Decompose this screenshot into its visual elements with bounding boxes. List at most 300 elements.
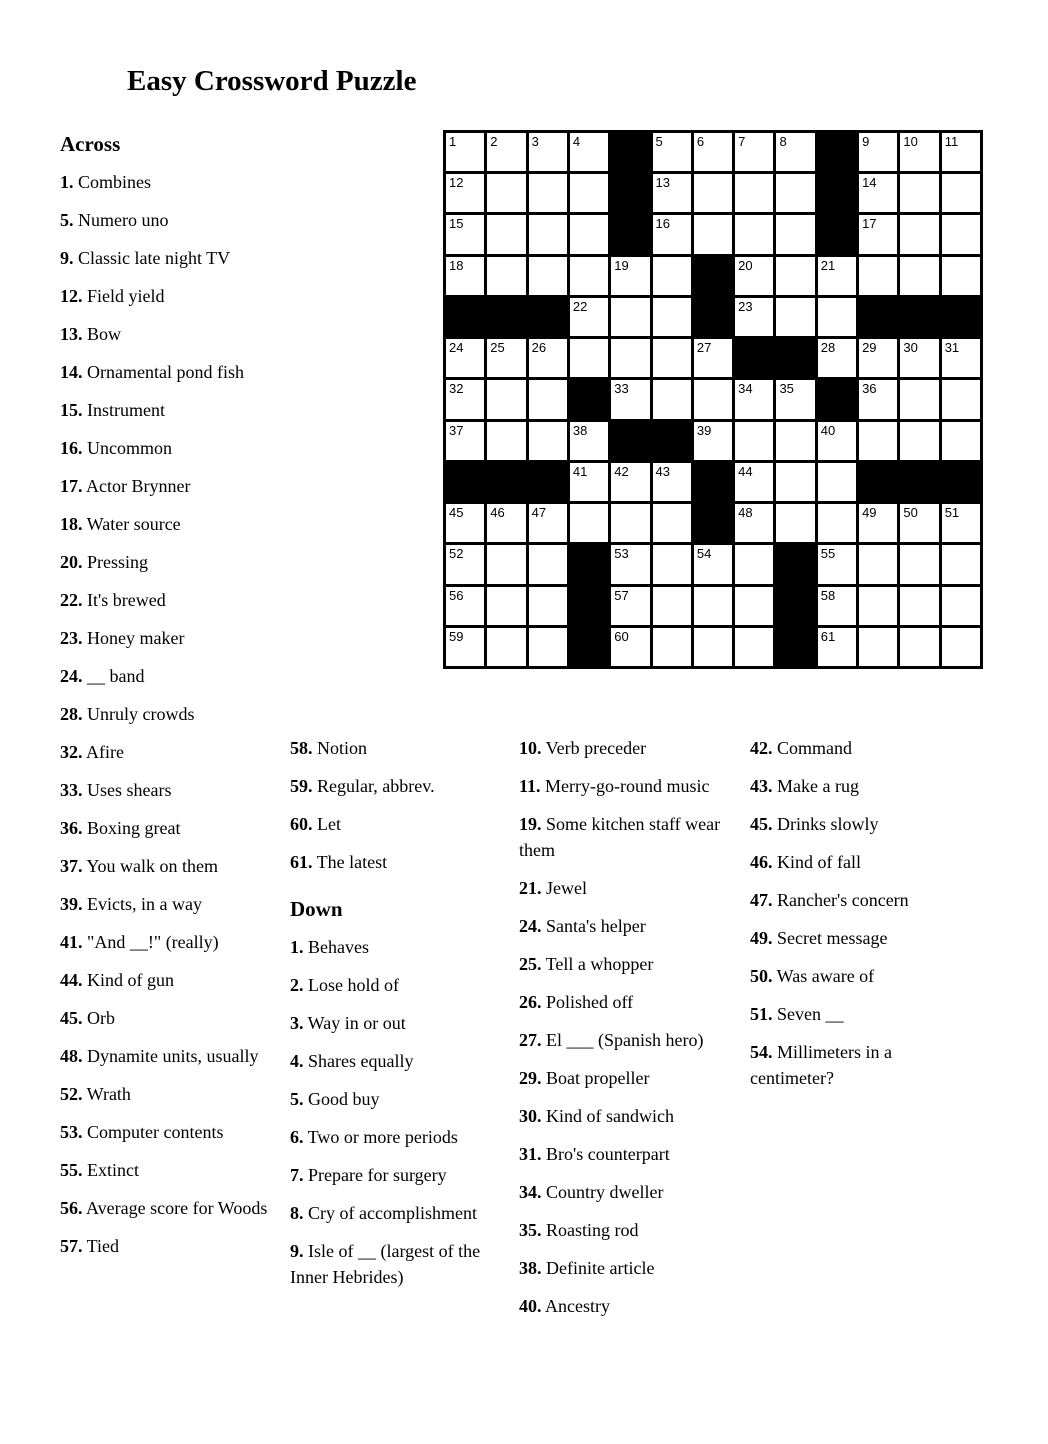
grid-cell[interactable]	[529, 174, 567, 212]
grid-cell[interactable]	[735, 463, 773, 501]
cell-number: 36	[862, 381, 877, 397]
clue-down-10: 10. Verb preceder	[519, 738, 647, 758]
cell-number: 19	[614, 257, 629, 273]
grid-cell[interactable]	[735, 380, 773, 418]
clue-number: 44.	[60, 970, 83, 990]
black-cell	[611, 174, 649, 212]
black-cell	[570, 545, 608, 583]
clue-down-5: 5. Good buy	[290, 1089, 380, 1109]
grid-cell[interactable]	[776, 504, 814, 542]
clue-number: 5.	[290, 1089, 304, 1109]
grid-cell[interactable]	[776, 257, 814, 295]
cell-number: 43	[655, 463, 670, 479]
grid-cell[interactable]	[446, 545, 484, 583]
clue-down-24: 24. Santa's helper	[519, 916, 646, 936]
clue-across-45: 45. Orb	[60, 1008, 115, 1028]
clue-across-41: 41. "And __!" (really)	[60, 932, 219, 952]
grid-cell[interactable]	[529, 587, 567, 625]
grid-cell[interactable]	[900, 587, 938, 625]
cell-number: 38	[572, 422, 588, 438]
clue-number: 45.	[750, 814, 773, 834]
clue-down-26: 26. Polished off	[519, 992, 634, 1012]
black-cell	[900, 298, 938, 336]
clue-across-44: 44. Kind of gun	[60, 970, 174, 990]
grid-cell[interactable]	[859, 628, 897, 666]
grid-cell[interactable]	[942, 339, 980, 377]
cell-number: 18	[449, 257, 464, 273]
clue-number: 13.	[60, 324, 83, 344]
clue-down-54: 54. Millimeters in a centimeter?	[750, 1042, 892, 1088]
grid-cell[interactable]	[487, 628, 525, 666]
black-cell	[570, 587, 608, 625]
grid-cell[interactable]	[529, 257, 567, 295]
clue-number: 6.	[290, 1127, 304, 1147]
black-cell	[818, 380, 856, 418]
grid-cell[interactable]	[735, 422, 773, 460]
grid-cell[interactable]	[859, 422, 897, 460]
grid-cell[interactable]	[942, 628, 980, 666]
grid-cell[interactable]	[653, 298, 691, 336]
black-cell	[942, 298, 980, 336]
clue-down-29: 29. Boat propeller	[519, 1068, 650, 1088]
grid-cell[interactable]	[942, 545, 980, 583]
grid-cell[interactable]	[653, 339, 691, 377]
grid-cell[interactable]	[735, 215, 773, 253]
clue-across-14: 14. Ornamental pond fish	[60, 362, 244, 382]
black-cell	[859, 298, 897, 336]
black-cell	[859, 463, 897, 501]
grid-cell[interactable]	[570, 215, 608, 253]
clue-down-1: 1. Behaves	[290, 937, 369, 957]
grid-cell[interactable]	[818, 339, 856, 377]
grid-cell[interactable]	[529, 545, 567, 583]
cell-number: 24	[449, 340, 464, 356]
grid-cell[interactable]	[570, 133, 608, 171]
clue-number: 22.	[60, 590, 83, 610]
grid-cell[interactable]	[487, 545, 525, 583]
clue-number: 5.	[60, 210, 74, 230]
clue-across-12: 12. Field yield	[60, 286, 165, 306]
black-cell	[487, 298, 525, 336]
grid-cell[interactable]	[446, 628, 484, 666]
clue-column-1	[60, 131, 272, 1271]
grid-cell[interactable]	[735, 628, 773, 666]
grid-cell[interactable]	[653, 174, 691, 212]
clue-number: 29.	[519, 1068, 542, 1088]
grid-cell[interactable]	[818, 257, 856, 295]
grid-cell[interactable]	[446, 133, 484, 171]
grid-cell[interactable]	[446, 174, 484, 212]
black-cell	[529, 463, 567, 501]
black-cell	[611, 215, 649, 253]
cell-number: 56	[449, 587, 464, 603]
grid-cell[interactable]	[446, 339, 484, 377]
clue-number: 25.	[519, 954, 542, 974]
grid-cell[interactable]	[529, 215, 567, 253]
grid-cell[interactable]	[653, 628, 691, 666]
grid-cell[interactable]	[611, 298, 649, 336]
grid-cell[interactable]	[859, 380, 897, 418]
cell-number: 1	[449, 134, 457, 149]
grid-cell[interactable]	[900, 628, 938, 666]
grid-cell[interactable]	[942, 380, 980, 418]
cell-number: 26	[531, 340, 547, 356]
grid-cell[interactable]	[694, 587, 732, 625]
clue-number: 17.	[60, 476, 83, 496]
grid-cell[interactable]	[818, 422, 856, 460]
grid-cell[interactable]	[611, 504, 649, 542]
grid-cell[interactable]	[859, 257, 897, 295]
cell-number: 47	[531, 505, 547, 521]
down-header: Down	[290, 897, 343, 921]
black-cell	[570, 380, 608, 418]
black-cell	[694, 504, 732, 542]
grid-cell[interactable]	[487, 215, 525, 253]
crossword-grid	[443, 130, 983, 669]
clue-number: 52.	[60, 1084, 83, 1104]
grid-cell[interactable]	[529, 504, 567, 542]
grid-cell[interactable]	[900, 174, 938, 212]
cell-number: 4	[572, 134, 581, 149]
clue-number: 27.	[519, 1030, 542, 1050]
grid-cell[interactable]	[611, 463, 649, 501]
grid-cell[interactable]	[942, 504, 980, 542]
grid-cell[interactable]	[653, 133, 691, 171]
cell-number: 28	[820, 340, 836, 356]
clue-across-9: 9. Classic late night TV	[60, 248, 231, 268]
grid-cell[interactable]	[529, 422, 567, 460]
cell-number: 31	[944, 340, 960, 356]
grid-cell[interactable]	[611, 339, 649, 377]
clue-down-8: 8. Cry of accomplishment	[290, 1203, 477, 1223]
grid-cell[interactable]	[611, 587, 649, 625]
cell-number: 54	[696, 546, 712, 562]
grid-cell[interactable]	[900, 339, 938, 377]
clue-down-45: 45. Drinks slowly	[750, 814, 879, 834]
black-cell	[776, 339, 814, 377]
clue-number: 37.	[60, 856, 83, 876]
clue-across-28: 28. Unruly crowds	[60, 704, 195, 724]
grid-cell[interactable]	[776, 215, 814, 253]
cell-number: 2	[490, 134, 498, 149]
grid-cell[interactable]	[487, 174, 525, 212]
grid-cell[interactable]	[529, 628, 567, 666]
cell-number: 49	[862, 505, 877, 521]
grid-cell[interactable]	[942, 257, 980, 295]
black-cell	[776, 587, 814, 625]
grid-cell[interactable]	[942, 215, 980, 253]
clue-number: 18.	[60, 514, 83, 534]
clue-number: 56.	[60, 1198, 83, 1218]
clue-number: 8.	[290, 1203, 304, 1223]
clue-number: 1.	[290, 937, 304, 957]
cell-number: 44	[738, 463, 753, 479]
cell-number: 14	[862, 175, 877, 191]
grid-cell[interactable]	[900, 133, 938, 171]
grid-cell[interactable]	[446, 215, 484, 253]
grid-cell[interactable]	[818, 463, 856, 501]
black-cell	[818, 133, 856, 171]
clue-down-30: 30. Kind of sandwich	[519, 1106, 674, 1126]
grid-cell[interactable]	[735, 133, 773, 171]
grid-cell[interactable]	[570, 339, 608, 377]
grid-cell[interactable]	[735, 298, 773, 336]
grid-cell[interactable]	[694, 422, 732, 460]
grid-cell[interactable]	[487, 422, 525, 460]
grid-cell[interactable]	[570, 422, 608, 460]
clue-number: 15.	[60, 400, 83, 420]
clue-across-39: 39. Evicts, in a way	[60, 894, 202, 914]
cell-number: 57	[614, 587, 629, 603]
grid-cell[interactable]	[529, 339, 567, 377]
clue-down-35: 35. Roasting rod	[519, 1220, 639, 1240]
grid-cell[interactable]	[570, 463, 608, 501]
clue-number: 31.	[519, 1144, 542, 1164]
grid-cell[interactable]	[776, 422, 814, 460]
grid-cell[interactable]	[653, 257, 691, 295]
grid-cell[interactable]	[818, 587, 856, 625]
clue-across-59: 59. Regular, abbrev.	[290, 776, 435, 796]
clue-number: 9.	[290, 1241, 304, 1261]
grid-cell[interactable]	[900, 504, 938, 542]
clue-number: 41.	[60, 932, 83, 952]
grid-cell[interactable]	[735, 257, 773, 295]
black-cell	[818, 174, 856, 212]
grid-cell[interactable]	[735, 545, 773, 583]
cell-number: 5	[655, 134, 663, 149]
grid-cell[interactable]	[611, 545, 649, 583]
cell-number: 33	[614, 381, 629, 397]
cell-number: 23	[738, 298, 753, 314]
clue-number: 47.	[750, 890, 773, 910]
cell-number: 8	[779, 134, 787, 149]
cell-number: 41	[572, 463, 588, 479]
grid-cell[interactable]	[859, 133, 897, 171]
black-cell	[611, 422, 649, 460]
grid-cell[interactable]	[446, 257, 484, 295]
grid-cell[interactable]	[694, 174, 732, 212]
clue-down-9: 9. Isle of __ (largest of the Inner Hebrides)	[290, 1241, 481, 1287]
clue-number: 14.	[60, 362, 83, 382]
clue-number: 60.	[290, 814, 313, 834]
grid-cell[interactable]	[694, 628, 732, 666]
clue-down-49: 49. Secret message	[750, 928, 888, 948]
grid-cell[interactable]	[570, 298, 608, 336]
clue-across-55: 55. Extinct	[60, 1160, 139, 1180]
grid-cell[interactable]	[942, 587, 980, 625]
grid-cell[interactable]	[611, 628, 649, 666]
clue-across-32: 32. Afire	[60, 742, 124, 762]
grid-cell[interactable]	[487, 133, 525, 171]
grid-cell[interactable]	[694, 215, 732, 253]
grid-cell[interactable]	[487, 257, 525, 295]
cell-number: 6	[696, 134, 705, 149]
grid-cell[interactable]	[818, 298, 856, 336]
grid-cell[interactable]	[818, 504, 856, 542]
clue-number: 53.	[60, 1122, 83, 1142]
black-cell	[653, 422, 691, 460]
cell-number: 22	[572, 298, 588, 314]
grid-cell[interactable]	[446, 380, 484, 418]
grid-cell[interactable]	[570, 504, 608, 542]
cell-number: 27	[696, 340, 712, 356]
grid-cell[interactable]	[611, 380, 649, 418]
clue-across-37: 37. You walk on them	[60, 856, 219, 876]
cell-number: 48	[738, 505, 753, 521]
grid-cell[interactable]	[570, 174, 608, 212]
clue-across-5: 5. Numero uno	[60, 210, 169, 230]
grid-cell[interactable]	[570, 257, 608, 295]
cell-number: 50	[903, 505, 918, 521]
clue-number: 51.	[750, 1004, 773, 1024]
grid-cell[interactable]	[694, 545, 732, 583]
grid-cell[interactable]	[529, 380, 567, 418]
black-cell	[446, 463, 484, 501]
grid-cell[interactable]	[900, 380, 938, 418]
clue-number: 50.	[750, 966, 773, 986]
grid-cell[interactable]	[942, 133, 980, 171]
grid-cell[interactable]	[776, 298, 814, 336]
grid-cell[interactable]	[487, 339, 525, 377]
grid-cell[interactable]	[694, 339, 732, 377]
clue-down-50: 50. Was aware of	[750, 966, 875, 986]
grid-cell[interactable]	[859, 545, 897, 583]
cell-number: 60	[614, 628, 629, 644]
clue-down-38: 38. Definite article	[519, 1258, 655, 1278]
black-cell	[942, 463, 980, 501]
grid-cell[interactable]	[653, 504, 691, 542]
cell-number: 40	[820, 422, 836, 438]
cell-number: 39	[696, 422, 712, 438]
clue-across-53: 53. Computer contents	[60, 1122, 224, 1142]
grid-cell[interactable]	[859, 339, 897, 377]
clue-across-60: 60. Let	[290, 814, 341, 834]
clue-down-7: 7. Prepare for surgery	[290, 1165, 447, 1185]
clue-number: 16.	[60, 438, 83, 458]
grid-cell[interactable]	[859, 215, 897, 253]
clue-number: 43.	[750, 776, 773, 796]
cell-number: 7	[738, 134, 746, 149]
clue-down-43: 43. Make a rug	[750, 776, 859, 796]
grid-cell[interactable]	[776, 463, 814, 501]
clue-number: 20.	[60, 552, 83, 572]
clue-number: 3.	[290, 1013, 304, 1033]
grid-cell[interactable]	[487, 504, 525, 542]
clue-across-33: 33. Uses shears	[60, 780, 172, 800]
clue-down-40: 40. Ancestry	[519, 1296, 610, 1316]
cell-number: 20	[738, 257, 753, 273]
cell-number: 42	[614, 463, 629, 479]
cell-number: 15	[449, 216, 464, 232]
cell-number: 46	[490, 505, 505, 521]
black-cell	[900, 463, 938, 501]
grid-cell[interactable]	[653, 215, 691, 253]
clue-number: 39.	[60, 894, 83, 914]
cell-number: 53	[614, 546, 629, 562]
clue-number: 19.	[519, 814, 542, 834]
clue-number: 55.	[60, 1160, 83, 1180]
grid-cell[interactable]	[900, 422, 938, 460]
grid-cell[interactable]	[694, 380, 732, 418]
cell-number: 25	[490, 340, 505, 356]
grid-cell[interactable]	[653, 587, 691, 625]
clue-across-56: 56. Average score for Woods	[60, 1198, 268, 1218]
grid-cell[interactable]	[900, 257, 938, 295]
grid-cell[interactable]	[735, 587, 773, 625]
grid-cell[interactable]	[446, 504, 484, 542]
clue-number: 9.	[60, 248, 74, 268]
clue-column-2	[290, 735, 496, 1302]
grid-cell[interactable]	[611, 257, 649, 295]
grid-cell[interactable]	[446, 587, 484, 625]
cell-number: 37	[449, 422, 464, 438]
grid-cell[interactable]	[859, 504, 897, 542]
clue-down-34: 34. Country dweller	[519, 1182, 664, 1202]
grid-cell[interactable]	[900, 545, 938, 583]
grid-cell[interactable]	[487, 380, 525, 418]
grid-cell[interactable]	[694, 133, 732, 171]
across-header: Across	[60, 132, 121, 156]
cell-number: 29	[862, 340, 877, 356]
grid-cell[interactable]	[942, 422, 980, 460]
grid-cell[interactable]	[446, 422, 484, 460]
clue-down-42: 42. Command	[750, 738, 852, 758]
grid-cell[interactable]	[529, 133, 567, 171]
clue-down-51: 51. Seven __	[750, 1004, 844, 1024]
grid-cell[interactable]	[859, 587, 897, 625]
clue-number: 7.	[290, 1165, 304, 1185]
clue-down-6: 6. Two or more periods	[290, 1127, 458, 1147]
black-cell	[735, 339, 773, 377]
grid-cell[interactable]	[900, 215, 938, 253]
grid-cell[interactable]	[776, 133, 814, 171]
clue-across-22: 22. It's brewed	[60, 590, 166, 610]
black-cell	[694, 298, 732, 336]
cell-number: 61	[820, 628, 836, 644]
clue-number: 28.	[60, 704, 83, 724]
grid-cell[interactable]	[776, 174, 814, 212]
grid-cell[interactable]	[653, 463, 691, 501]
cell-number: 9	[862, 134, 870, 149]
clue-down-47: 47. Rancher's concern	[750, 890, 909, 910]
clue-across-20: 20. Pressing	[60, 552, 149, 572]
grid-cell[interactable]	[653, 380, 691, 418]
clue-down-3: 3. Way in or out	[290, 1013, 406, 1033]
grid-cell[interactable]	[818, 628, 856, 666]
grid-cell[interactable]	[818, 545, 856, 583]
grid-cell[interactable]	[653, 545, 691, 583]
grid-cell[interactable]	[942, 174, 980, 212]
cell-number: 52	[449, 546, 464, 562]
cell-number: 35	[779, 381, 794, 397]
clue-across-58: 58. Notion	[290, 738, 368, 758]
cell-number: 13	[655, 175, 670, 191]
clue-across-17: 17. Actor Brynner	[60, 476, 191, 496]
black-cell	[446, 298, 484, 336]
grid-cell[interactable]	[776, 380, 814, 418]
clue-number: 10.	[519, 738, 542, 758]
clue-number: 36.	[60, 818, 83, 838]
cell-number: 58	[820, 587, 836, 603]
clue-down-4: 4. Shares equally	[290, 1051, 414, 1071]
grid-cell[interactable]	[859, 174, 897, 212]
clue-number: 2.	[290, 975, 304, 995]
black-cell	[694, 463, 732, 501]
clue-down-11: 11. Merry-go-round music	[519, 776, 710, 796]
grid-cell[interactable]	[735, 504, 773, 542]
grid-cell[interactable]	[487, 587, 525, 625]
grid-cell[interactable]	[735, 174, 773, 212]
